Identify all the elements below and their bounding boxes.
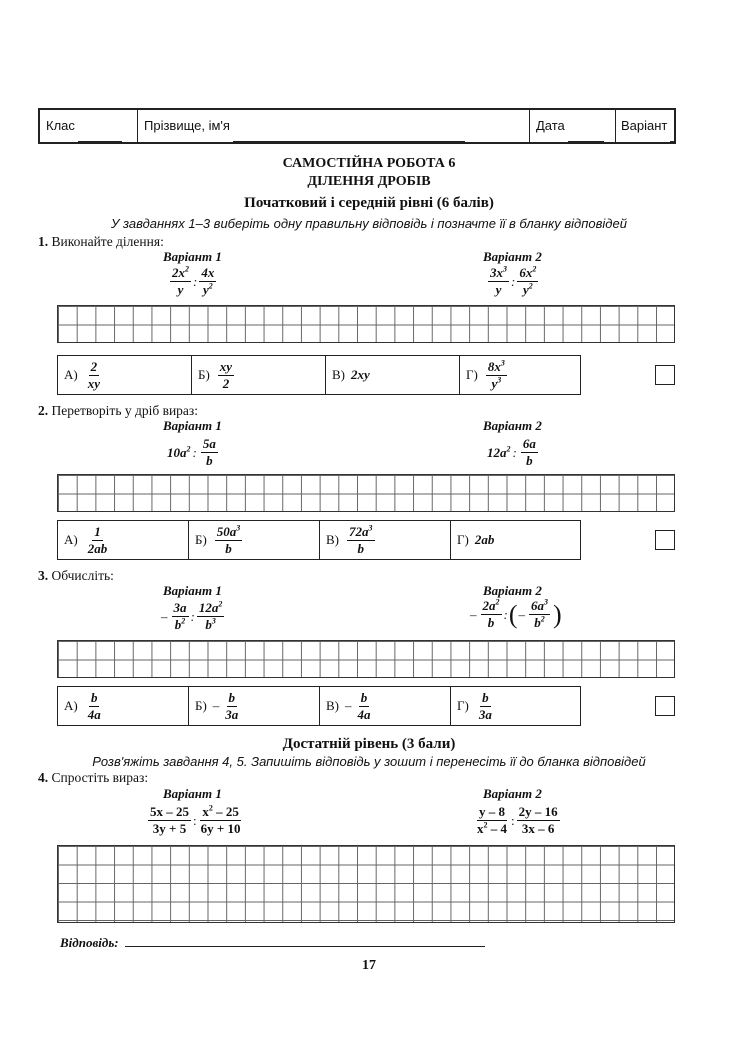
variant-field[interactable] (616, 110, 676, 142)
q2-option-c[interactable]: В) $\frac{72a^3}{b}$ (320, 521, 451, 559)
q2-variant2-label: Варіант 2 (483, 418, 542, 433)
variant-blank[interactable] (670, 123, 674, 142)
q2-answer-checkbox[interactable] (655, 530, 675, 550)
class-field[interactable] (40, 110, 138, 142)
q1-variant2-label: Варіант 2 (483, 249, 542, 264)
q2-variant2-expression: $12a^2$ : $\frac{6a}{b}$ (487, 436, 536, 468)
q4-prompt: 4. Спростіть вираз: (38, 770, 149, 785)
q4-variant2-expression: $\frac{y - 8}{x^2 - 4}$ : $\frac{2y - 16}{3x - 6}$ (477, 804, 558, 836)
q3-prompt: 3. Обчисліть: (38, 568, 114, 583)
q1-prompt: 1. Виконайте ділення: (38, 234, 164, 249)
student-info-box (38, 108, 676, 144)
date-blank[interactable] (568, 123, 604, 142)
section2-instruction: Розв'яжіть завдання 4, 5. Запишіть відповідь у зошит і перенесіть її до бланка відповідей (92, 754, 646, 769)
q2-option-d[interactable]: Г) 2ab (457, 532, 495, 547)
section1-heading: Початковий і середній рівні (6 балів) (244, 195, 494, 211)
q3-answer-checkbox[interactable] (655, 696, 675, 716)
q2-prompt: 2. Перетворіть у дріб вираз: (38, 403, 199, 418)
class-label: Клас (46, 118, 75, 133)
name-label: Прізвище, ім'я (144, 118, 230, 133)
name-blank[interactable] (233, 123, 465, 142)
date-label: Дата (536, 118, 565, 133)
page-subtitle: ДІЛЕННЯ ДРОБІВ (307, 174, 431, 189)
q4-variant2-label: Варіант 2 (483, 786, 542, 801)
q3-variant1-label: Варіант 1 (163, 583, 222, 598)
q3-variant2-label: Варіант 2 (483, 583, 542, 598)
q1-option-c[interactable]: В) 2xy (326, 356, 460, 394)
answer-blank[interactable] (125, 934, 485, 947)
answer-label: Відповідь: (60, 935, 119, 950)
q3-work-grid[interactable] (57, 640, 675, 678)
page-title: САМОСТІЙНА РОБОТА 6 (282, 156, 456, 171)
q2-variant1-label: Варіант 1 (163, 418, 222, 433)
date-field[interactable] (530, 110, 616, 142)
section2-heading: Достатній рівень (3 бали) (282, 736, 456, 752)
q3-variant1-expression: – $\frac{3a}{b^2}$ : $\frac{12a^2}{b^3}$ (161, 599, 223, 632)
q3-answer-options (57, 686, 581, 726)
q2-work-grid[interactable] (57, 474, 675, 512)
q3-option-c[interactable]: В) – $\frac{b}{4a}$ (320, 687, 451, 725)
page-number: 17 (362, 958, 376, 973)
q3-variant2-expression: – $\frac{2a^2}{b}$ : ( – $\frac{6a^3}{b^2}$ ) (470, 597, 562, 630)
section1-instruction: У завданнях 1–3 виберіть одну правильну відповідь і позначте її в бланку відповідей (111, 216, 627, 231)
q3-option-a[interactable]: А) $\frac{b}{4a}$ (58, 687, 189, 725)
name-field[interactable] (138, 110, 530, 142)
q2-option-a[interactable]: А) $\frac{1}{2ab}$ (58, 521, 189, 559)
q1-option-b[interactable]: Б) $\frac{xy}{2}$ (192, 356, 326, 394)
q4-answer-field[interactable] (60, 934, 485, 951)
q1-variant2-expression: $\frac{3x^3}{y}$ : $\frac{6x^2}{y^2}$ (490, 264, 537, 297)
q1-answer-options (57, 355, 581, 395)
q1-option-d[interactable]: Г) $\frac{8x^3}{y^3}$ (466, 358, 505, 391)
q1-variant1-label: Варіант 1 (163, 249, 222, 264)
q3-option-d[interactable]: Г) $\frac{b}{3a}$ (457, 689, 492, 722)
q3-option-b[interactable]: Б) – $\frac{b}{3a}$ (189, 687, 320, 725)
q2-variant1-expression: $10a^2$ : $\frac{5a}{b}$ (167, 436, 216, 468)
variant-label: Варіант (621, 118, 668, 133)
q4-variant1-label: Варіант 1 (163, 786, 222, 801)
q4-work-grid[interactable] (57, 845, 675, 923)
q1-answer-checkbox[interactable] (655, 365, 675, 385)
q1-work-grid[interactable] (57, 305, 675, 343)
q2-option-b[interactable]: Б) $\frac{50a^3}{b}$ (189, 521, 320, 559)
q2-answer-options (57, 520, 581, 560)
q1-option-a[interactable]: А) $\frac{2}{xy}$ (58, 356, 192, 394)
class-blank[interactable] (78, 123, 122, 142)
q4-variant1-expression: $\frac{5x - 25}{3y + 5}$ : $\frac{x^2 - 25}{6y + 10}$ (150, 803, 241, 836)
q1-variant1-expression: $\frac{2x^2}{y}$ : $\frac{4x}{y^2}$ (172, 264, 215, 297)
